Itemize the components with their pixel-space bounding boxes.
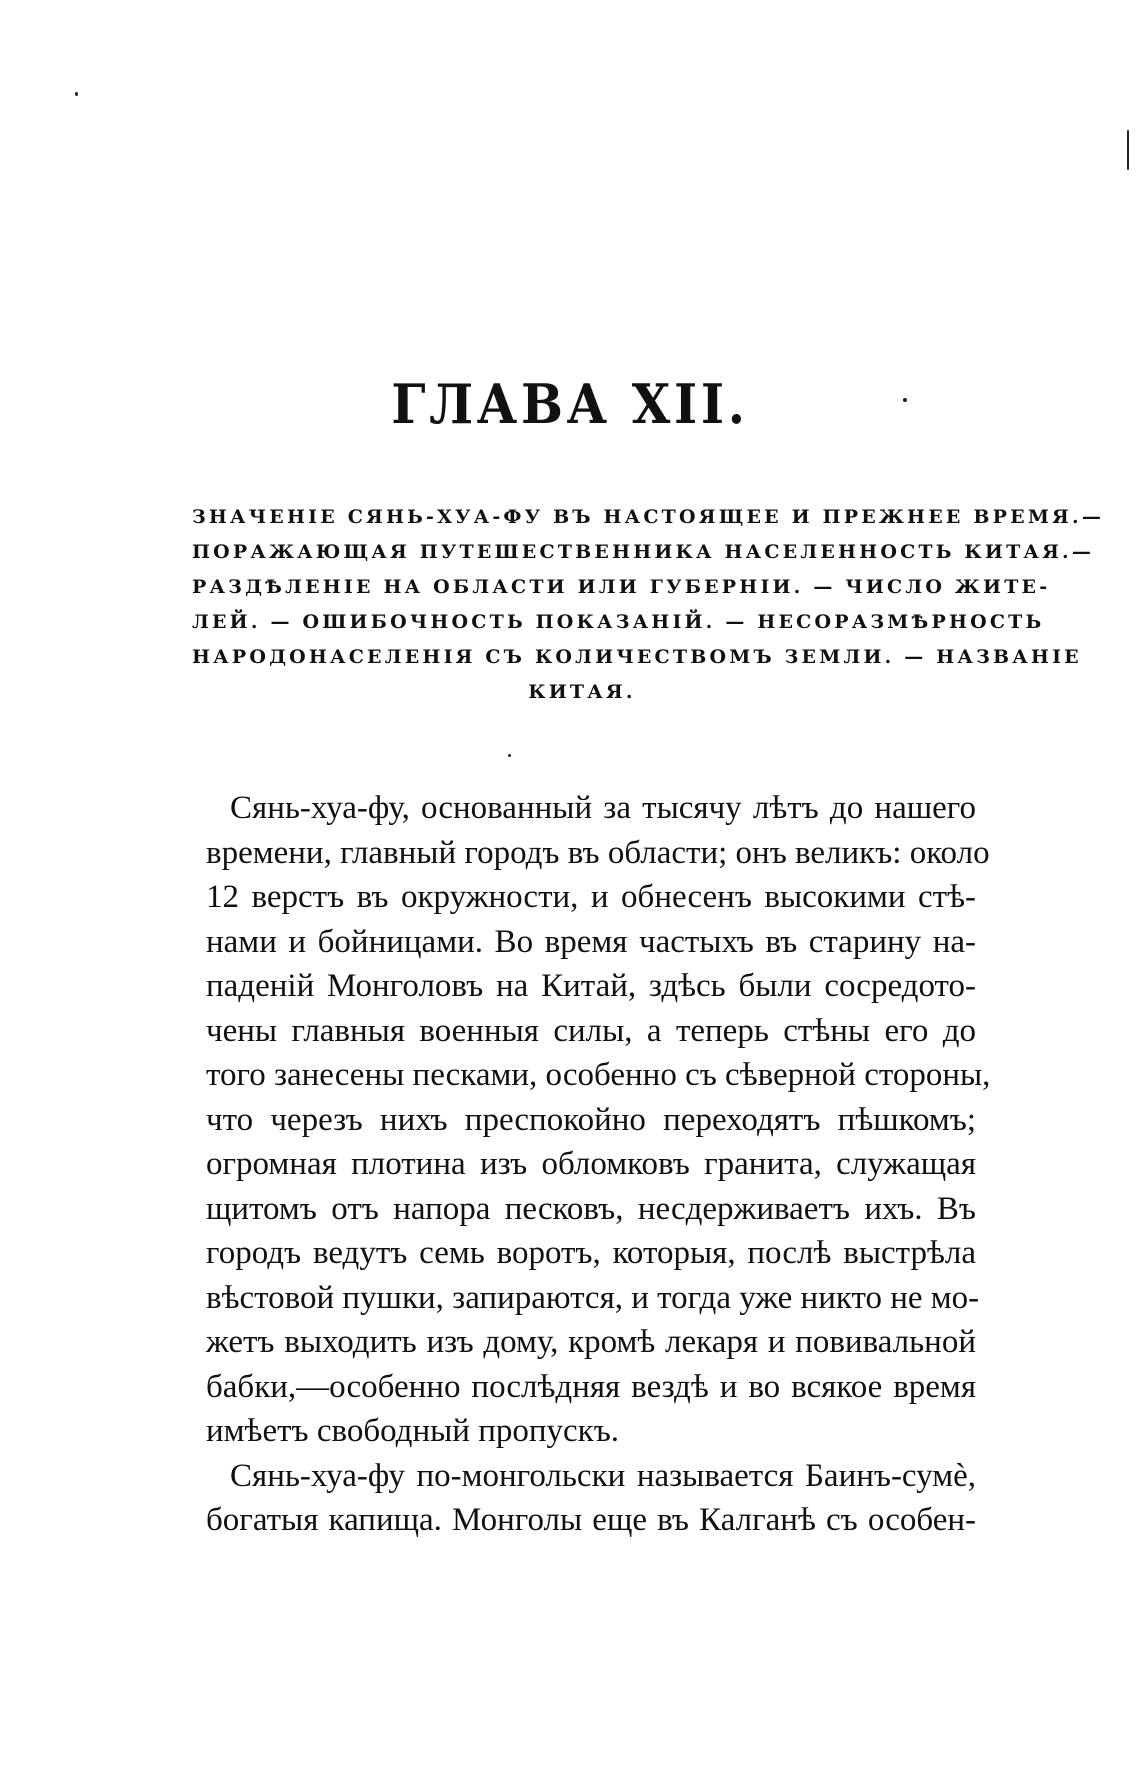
body-line: чены главныя военныя силы, а теперь стѣны его до [206,1012,976,1049]
summary-line: ЗНАЧЕНІЕ СЯНЬ-ХУА-ФУ ВЪ НАСТОЯЩЕЕ И ПРЕЖНЕЕ ВРЕМЯ.— [192,506,1105,528]
body-line: паденій Монголовъ на Китай, здѣсь были сосредото- [206,968,976,1004]
body-line: 12 верстъ въ окружности, и обнесенъ высокими стѣ- [206,879,976,915]
body-line: огромная плотина изъ обломковъ гранита, служащая [206,1146,976,1182]
body-line: того занесены песками, особенно съ сѣверной стороны, [206,1057,991,1093]
summary-line: РАЗДѢЛЕНІЕ НА ОБЛАСТИ ИЛИ ГУБЕРНІИ. — ЧИСЛО ЖИТЕ- [192,576,1051,598]
chapter-title: ГЛАВА XII. [391,372,749,436]
body-line: имѣетъ свободный пропускъ. [206,1413,620,1449]
body-line: жетъ выходить изъ дому, кромѣ лекаря и повивальной [206,1324,976,1360]
body-line: Сянь-хуа-фу по-монгольски называется Баинъ-сумѐ, [230,1457,976,1494]
summary-line: КИТАЯ. [528,681,636,703]
body-line: вѣстовой пушки, запираются, и тогда уже никто не мо- [206,1279,980,1316]
body-line: городъ ведутъ семь воротъ, которыя, послѣ выстрѣла [206,1235,976,1271]
body-line: что черезъ нихъ преспокойно переходятъ пѣшкомъ; [206,1101,976,1138]
print-speck [75,92,78,96]
body-line: нами и бойницами. Во время частыхъ въ старину на- [206,923,976,960]
body-line: Сянь-хуа-фу, основанный за тысячу лѣтъ до нашего [230,790,976,826]
summary-line: ЛЕЙ. — ОШИБОЧНОСТЬ ПОКАЗАНІЙ. — НЕСОРАЗМѢРНОСТЬ [192,611,1045,633]
body-text [206,786,991,1543]
body-line: бабки,—особенно послѣдняя вездѣ и во всякое время [206,1368,976,1405]
body-line: времени, главный городъ въ области; онъ великъ: около [206,834,990,871]
summary-line: НАРОДОНАСЕЛЕНІЯ СЪ КОЛИЧЕСТВОМЪ ЗЕМЛИ. — НАЗВАНІЕ [192,646,1082,668]
body-line: щитомъ отъ напора песковъ, несдерживаетъ ихъ. Въ [206,1190,976,1227]
summary-line: ПОРАЖАЮЩАЯ ПУТЕШЕСТВЕННИКА НАСЕЛЕННОСТЬ КИТАЯ.— [192,541,1095,563]
print-speck [508,754,511,757]
chapter-summary [192,500,1105,710]
body-line: богатыя капища. Монголы еще въ Калганѣ съ особен- [206,1502,976,1538]
print-speck [1127,130,1129,170]
